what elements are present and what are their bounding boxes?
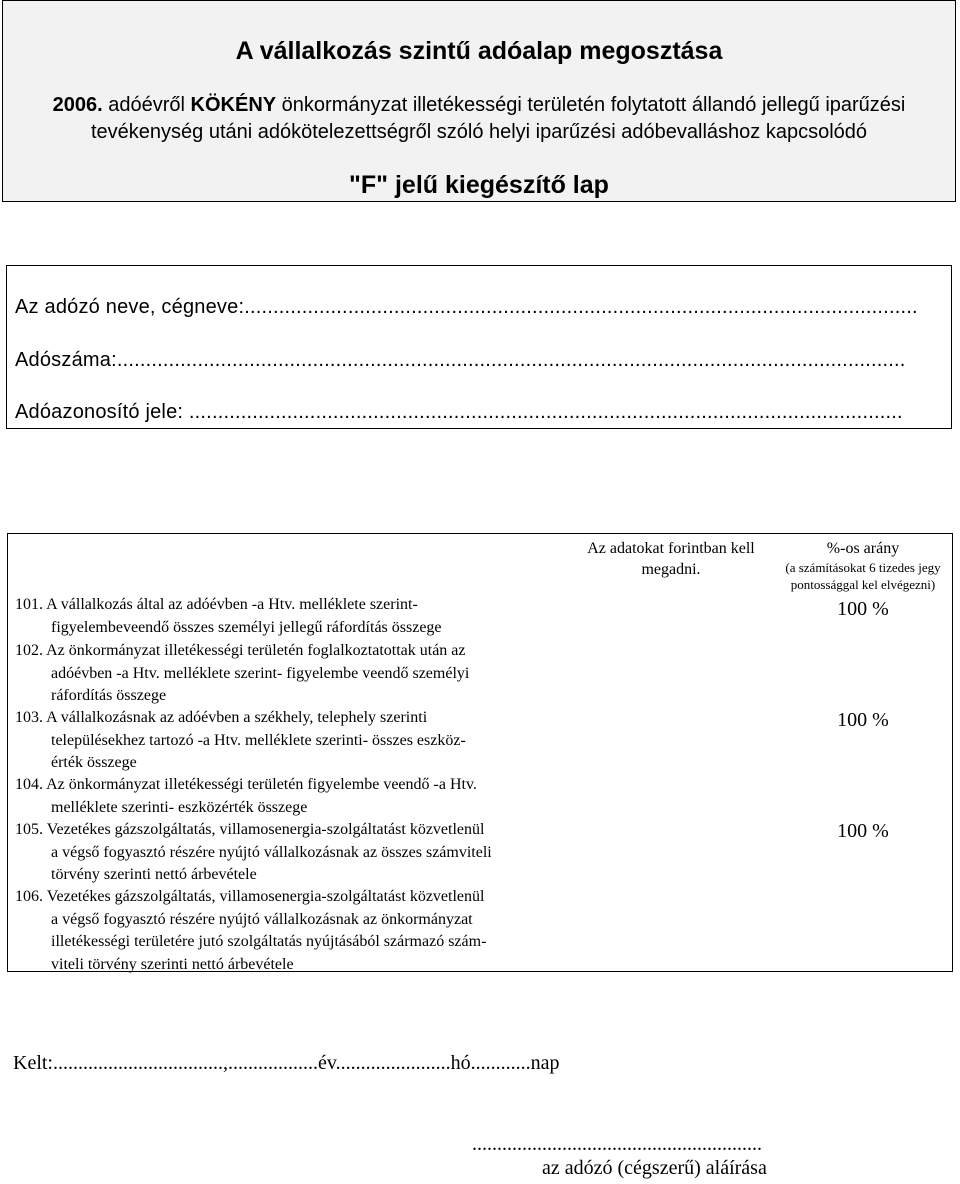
- row-line: 103. A vállalkozásnak az adóévben a székhely, telephely szerinti: [15, 709, 428, 726]
- subtitle-post: önkormányzat illetékességi területén folytatott állandó jellegű iparűzési tevékenység utáni adókötelezettségről szóló helyi iparűzési adóbevalláshoz kapcsolódó: [90, 94, 906, 143]
- table-row-103: [15, 707, 575, 775]
- taxpayer-box: [6, 265, 952, 429]
- signature-line[interactable]: ..........................................................: [472, 1133, 762, 1155]
- row-line: adóévben -a Htv. melléklete szerint- figyelembe veendő személyi: [51, 664, 470, 682]
- row-line: 105. Vezetékes gázszolgáltatás, villamosenergia-szolgáltatást közvetlenül: [15, 821, 485, 838]
- subtitle-pre: adóévről: [102, 94, 191, 116]
- table-row-104: [15, 774, 575, 819]
- row-percent-101[interactable]: 100 %: [837, 598, 889, 620]
- subtitle-municipality: KÖKÉNY: [190, 94, 277, 116]
- allocation-table: [7, 533, 953, 972]
- row-line: törvény szerinti nettó árbevétele: [51, 866, 257, 883]
- table-row-101: [15, 594, 575, 639]
- header-box: [2, 0, 956, 202]
- table-row-106: [15, 886, 575, 976]
- row-line: 101. A vállalkozás által az adóévben -a Htv. melléklete szerint-: [15, 596, 418, 613]
- tax-id-field[interactable]: Adóazonosító jele: ............................................................................................................................: [15, 401, 903, 423]
- row-percent-105[interactable]: 100 %: [837, 820, 889, 842]
- document-title: A vállalkozás szintű adóalap megosztása: [235, 37, 723, 65]
- table-row-105: [15, 819, 575, 887]
- row-line: 102. Az önkormányzat illetékességi területén foglalkoztatottak után az: [15, 642, 466, 659]
- date-line[interactable]: Kelt:..................................,..................év.......................hó............nap: [13, 1052, 560, 1074]
- ratio-header-label: %-os arány: [826, 540, 900, 557]
- tax-number-field[interactable]: Adószáma:.........................................................................................................................................: [15, 349, 906, 371]
- column-header-ratio: [774, 538, 952, 593]
- row-line: viteli törvény szerinti nettó árbevétele: [51, 955, 294, 973]
- row-line: melléklete szerinti- eszközérték összege: [51, 798, 308, 816]
- document-subtitle: [33, 92, 925, 146]
- row-line: érték összege: [51, 754, 137, 771]
- row-percent-103[interactable]: 100 %: [837, 709, 889, 731]
- form-name: "F" jelű kiegészítő lap: [349, 171, 609, 199]
- row-line: ráfordítás összege: [51, 687, 167, 704]
- row-line: a végső fogyasztó részére nyújtó vállalkozásnak az önkormányzat: [51, 910, 473, 928]
- row-line: 104. Az önkormányzat illetékességi területén figyelembe veendő -a Htv.: [15, 776, 477, 793]
- row-line: a végső fogyasztó részére nyújtó vállalkozásnak az összes számviteli: [51, 843, 492, 861]
- row-line: 106. Vezetékes gázszolgáltatás, villamosenergia-szolgáltatást közvetlenül: [15, 888, 485, 905]
- ratio-header-note: (a számításokat 6 tizedes jegy pontossággal kel elvégezni): [785, 560, 941, 592]
- row-line: településekhez tartozó -a Htv. melléklete szerinti- összes eszköz-: [51, 731, 466, 749]
- subtitle-year: 2006.: [52, 94, 103, 116]
- row-line: illetékességi területére jutó szolgáltatás nyújtásából származó szám-: [51, 933, 487, 950]
- taxpayer-name-field[interactable]: Az adózó neve, cégneve:.....................................................................................................................: [15, 296, 918, 318]
- signature-label: az adózó (cégszerű) aláírása: [542, 1157, 767, 1179]
- row-line: figyelembeveendő összes személyi jellegű ráfordítás összege: [51, 618, 442, 636]
- column-header-forint: Az adatokat forintban kell megadni.: [587, 540, 755, 578]
- table-row-102: [15, 640, 575, 708]
